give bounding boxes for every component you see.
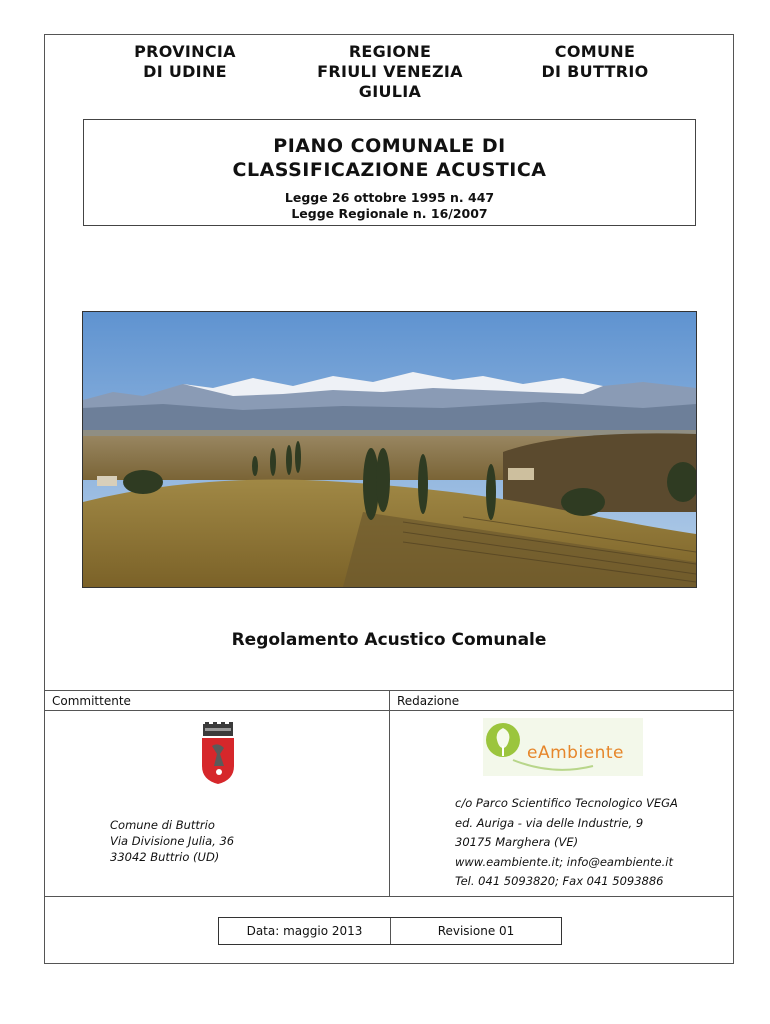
address-line: ed. Auriga - via delle Industrie, 9 [455, 815, 644, 830]
header-provincia-line: PROVINCIA [134, 42, 236, 61]
header-comune-line: COMUNE [554, 42, 636, 61]
header-regione-line: GIULIA [358, 82, 422, 101]
address-line: Comune di Buttrio [110, 818, 215, 832]
header-regione [300, 42, 480, 102]
address-line: c/o Parco Scientifico Tecnologico VEGA [455, 796, 678, 810]
header-comune-line: DI BUTTRIO [541, 62, 649, 81]
plan-title-line: PIANO COMUNALE DI [273, 135, 506, 157]
document-title: Regolamento Acustico Comunale [231, 630, 547, 650]
footer-box [218, 917, 562, 945]
header-comune [520, 42, 670, 82]
header-provincia [110, 42, 260, 82]
address-line: 33042 Buttrio (UD) [110, 850, 220, 864]
address-line: Via Divisione Julia, 36 [110, 834, 235, 848]
title-box [83, 119, 696, 226]
law-reference: Legge 26 ottobre 1995 n. 447 [284, 190, 495, 205]
law-reference: Legge Regionale n. 16/2007 [291, 206, 488, 221]
plan-title [84, 134, 695, 182]
redazione-label: Redazione [397, 694, 460, 708]
table-bottom-border [44, 896, 734, 897]
landscape-photo [82, 311, 697, 588]
address-line: 30175 Marghera (VE) [455, 835, 579, 849]
committente-address [110, 817, 234, 865]
eambiente-logo-text: eAmbiente [527, 743, 625, 763]
committente-label: Committente [52, 694, 131, 708]
plan-title-line: CLASSIFICAZIONE ACUSTICA [232, 159, 547, 181]
law-references [84, 190, 695, 222]
header-regione-line: REGIONE [348, 42, 432, 61]
redazione-address [455, 794, 678, 892]
table-column-divider [389, 690, 390, 896]
address-line: Tel. 041 5093820; Fax 041 5093886 [455, 874, 664, 888]
header-regione-line: FRIULI VENEZIA [317, 62, 463, 81]
document-date: Data: maggio 2013 [246, 924, 363, 938]
buttrio-crest-icon [199, 722, 237, 784]
header-provincia-line: DI UDINE [143, 62, 227, 81]
document-revision: Revisione 01 [437, 924, 515, 938]
address-line: www.eambiente.it; info@eambiente.it [455, 854, 673, 869]
